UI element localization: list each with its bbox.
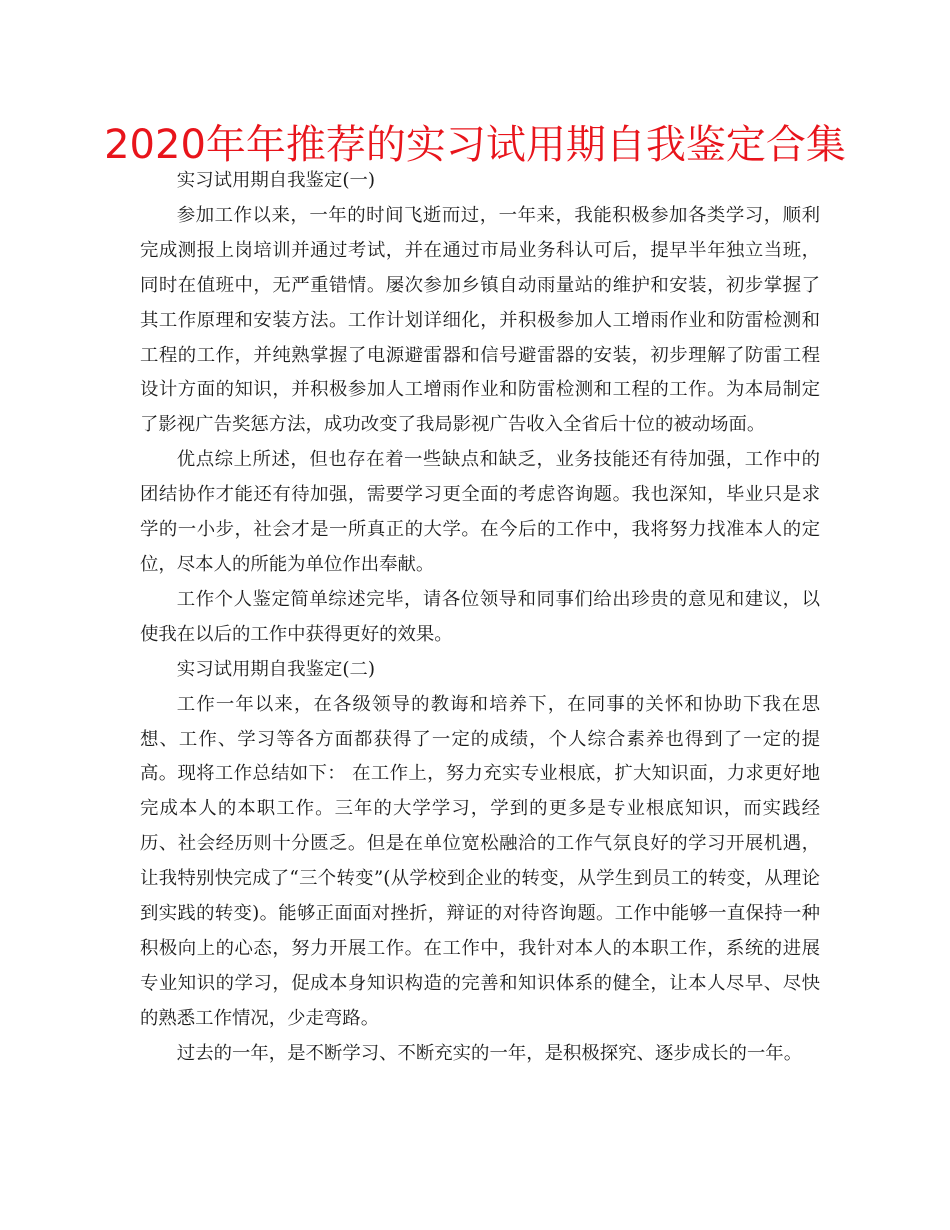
paragraph: 优点综上所述，但也存在着一些缺点和缺乏，业务技能还有待加强，工作中的团结协作才能还有待加强，需要学习更全面的考虑咨询题。我也深知，毕业只是求学的一小步，社会才是一所真正的大学。在今后的工作中，我将努力找准本人的定位，尽本人的所能为单位作出奉献。: [140, 449, 820, 575]
paragraph: 工作一年以来，在各级领导的教诲和培养下，在同事的关怀和协助下我在思想、工作、学习等各方面都获得了一定的成绩，个人综合素养也得到了一定的提高。现将工作总结如下： 在工作上，努力充实专业根底，扩大知识面，力求更好地完成本人的本职工作。三年的大学学习，学到的更多是专业根底知识，而实践经历、社会经历则十分匮乏。但是在单位宽松融洽的工作气氛良好的学习开展机遇，让我特别快完成了“三个转变”(从学校到企业的转变，从学生到员工的转变，从理论到实践的转变)。能够正面面对挫折，辩证的对待咨询题。工作中能够一直保持一种积极向上的心态，努力开展工作。在工作中，我针对本人的本职工作，系统的进展专业知识的学习，促成本身知识构造的完善和知识体系的健全，让本人尽早、尽快的熟悉工作情况，少走弯路。: [140, 693, 820, 1029]
paragraph: 工作个人鉴定简单综述完毕，请各位领导和同事们给出珍贵的意见和建议，以使我在以后的工作中获得更好的效果。: [140, 588, 820, 645]
paragraph: 过去的一年，是不断学习、不断充实的一年，是积极探究、逐步成长的一年。: [176, 1042, 803, 1064]
document-body: [140, 164, 820, 1072]
section-heading: 实习试用期自我鉴定(二): [176, 658, 376, 680]
paragraph: 参加工作以来，一年的时间飞逝而过，一年来，我能积极参加各类学习，顺利完成测报上岗培训并通过考试，并在通过市局业务科认可后，提早半年独立当班，同时在值班中，无严重错情。屡次参加乡镇自动雨量站的维护和安装，初步掌握了其工作原理和安装方法。工作计划详细化，并积极参加人工增雨作业和防雷检测和工程的工作，并纯熟掌握了电源避雷器和信号避雷器的安装，初步理解了防雷工程设计方面的知识，并积极参加人工增雨作业和防雷检测和工程的工作。为本局制定了影视广告奖惩方法，成功改变了我局影视广告收入全省后十位的被动场面。: [140, 204, 820, 436]
section-heading: 实习试用期自我鉴定(一): [176, 170, 376, 191]
document-title: 2020年年推荐的实习试用期自我鉴定合集: [104, 122, 846, 168]
